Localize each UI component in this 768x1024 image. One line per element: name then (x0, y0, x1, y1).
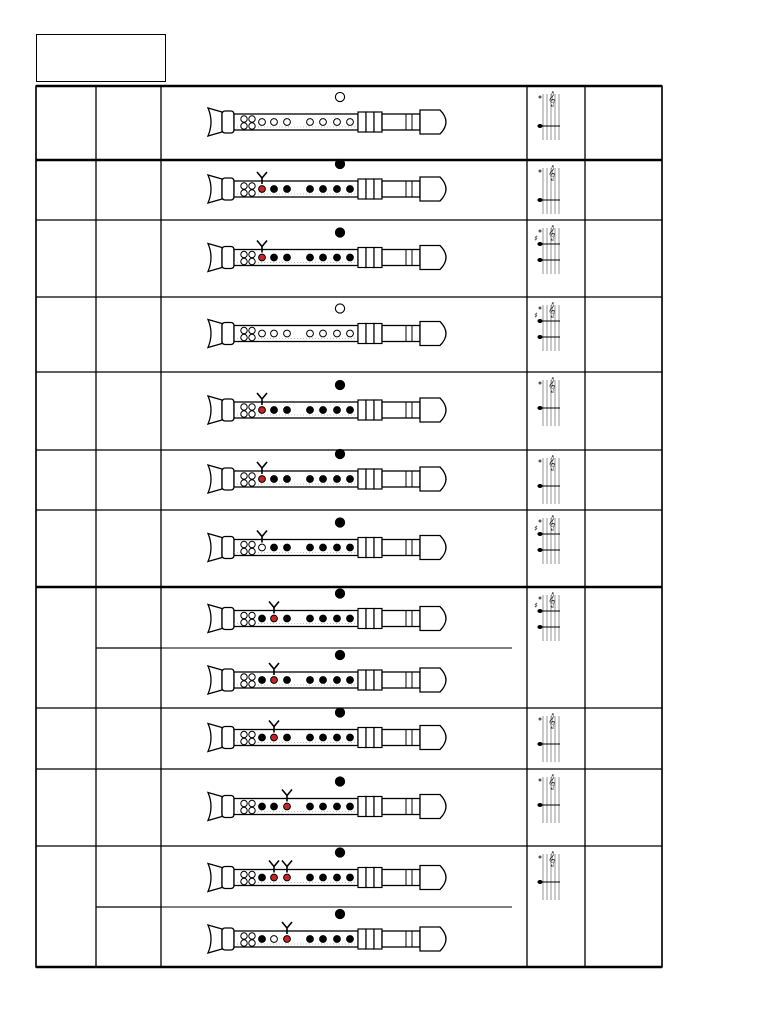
hole (249, 473, 255, 479)
hole (249, 411, 255, 417)
recorder-foot (222, 928, 234, 950)
treble-clef-icon: 𝄞 (548, 92, 556, 107)
finger-hole (259, 330, 266, 337)
recorder-mouthpiece (420, 467, 446, 491)
recorder-diagram (208, 777, 446, 821)
clef-dot (539, 718, 542, 721)
staff-snippet (537, 166, 560, 214)
hole (249, 731, 255, 737)
recorder-diagram (208, 228, 446, 272)
recorder-joint (358, 469, 366, 489)
recorder-bell (208, 175, 222, 203)
recorder-head (382, 181, 420, 197)
recorder-head (382, 540, 420, 556)
finger-hole (284, 476, 291, 483)
recorder-joint (366, 868, 374, 888)
hole (249, 674, 255, 680)
recorder-joint (358, 112, 366, 132)
finger-hole (320, 936, 327, 943)
table-border (36, 86, 662, 967)
hole (241, 933, 247, 939)
thumb-hole (335, 228, 344, 237)
hole (249, 123, 255, 129)
staff-snippet (537, 92, 560, 140)
recorder-diagram (208, 92, 446, 136)
recorder-mouthpiece (420, 668, 446, 692)
recorder-diagram (208, 650, 446, 694)
recorder-mouthpiece (420, 927, 446, 951)
recorder-bell (208, 666, 222, 694)
finger-hole (259, 476, 266, 483)
staff-snippet (537, 456, 560, 504)
staff-snippet (534, 303, 560, 351)
finger-hole (284, 936, 291, 943)
thumb-hole (335, 650, 344, 659)
treble-clef-icon: 𝄞 (548, 378, 556, 393)
hole (241, 473, 247, 479)
staff-snippet (534, 516, 560, 564)
finger-hole (334, 254, 341, 261)
staff-snippet (537, 775, 560, 823)
thumb-hole (335, 518, 344, 527)
recorder-joint (366, 112, 374, 132)
clef-dot (539, 779, 542, 782)
finger-hole (347, 476, 354, 483)
recorder-foot (222, 727, 234, 749)
recorder-joint (366, 248, 374, 268)
recorder-diagram (208, 518, 446, 562)
recorder-head (382, 672, 420, 688)
hole (249, 800, 255, 806)
finger-hole (284, 874, 291, 881)
finger-hole (307, 544, 314, 551)
finger-hole (307, 254, 314, 261)
recorder-head (382, 326, 420, 342)
hole (241, 327, 247, 333)
hole (249, 480, 255, 486)
recorder-diagram (208, 159, 446, 203)
hole (249, 738, 255, 744)
finger-hole (271, 615, 278, 622)
finger-hole (320, 803, 327, 810)
recorder-joint (374, 670, 382, 690)
thumb-hole (335, 304, 344, 313)
hole (241, 258, 247, 264)
treble-clef-icon: 𝄞 (548, 714, 556, 729)
finger-hole (271, 407, 278, 414)
recorder-foot (222, 796, 234, 818)
hole (249, 619, 255, 625)
recorder-mouthpiece (420, 322, 446, 346)
hole (241, 480, 247, 486)
finger-hole (347, 677, 354, 684)
finger-hole (307, 874, 314, 881)
finger-hole (334, 186, 341, 193)
finger-hole (334, 330, 341, 337)
clef-dot (539, 307, 542, 310)
finger-hole (307, 119, 314, 126)
recorder-bell (208, 396, 222, 424)
finger-hole (307, 330, 314, 337)
recorder-bell (208, 925, 222, 953)
staff-snippet (537, 852, 560, 900)
recorder-joint (358, 179, 366, 199)
recorder-mouthpiece (420, 177, 446, 201)
recorder-joint (374, 248, 382, 268)
hole (249, 190, 255, 196)
recorder-joint (358, 929, 366, 949)
finger-hole (307, 803, 314, 810)
finger-hole (334, 874, 341, 881)
thumb-hole (335, 159, 344, 168)
hole (241, 800, 247, 806)
recorder-bell (208, 534, 222, 562)
hole (241, 183, 247, 189)
finger-hole (259, 186, 266, 193)
finger-hole (334, 615, 341, 622)
finger-hole (271, 677, 278, 684)
finger-hole (334, 407, 341, 414)
finger-hole (307, 936, 314, 943)
recorder-mouthpiece (420, 398, 446, 422)
recorder-bell (208, 793, 222, 821)
hole (241, 738, 247, 744)
finger-hole (347, 615, 354, 622)
finger-hole (347, 186, 354, 193)
treble-clef-icon: 𝄞 (548, 456, 556, 471)
thumb-hole (335, 380, 344, 389)
thumb-hole (335, 449, 344, 458)
recorder-bell (208, 724, 222, 752)
recorder-joint (366, 179, 374, 199)
finger-hole (259, 803, 266, 810)
hole (249, 871, 255, 877)
thumb-hole (335, 589, 344, 598)
finger-hole (320, 407, 327, 414)
recorder-joint (366, 400, 374, 420)
hole (249, 258, 255, 264)
clef-dot (539, 96, 542, 99)
hole (249, 404, 255, 410)
recorder-head (382, 870, 420, 886)
treble-clef-icon: 𝄞 (548, 593, 556, 608)
hole (241, 674, 247, 680)
finger-hole (347, 254, 354, 261)
hole (241, 251, 247, 257)
finger-hole (307, 186, 314, 193)
finger-hole (347, 330, 354, 337)
hole (241, 116, 247, 122)
hole (241, 619, 247, 625)
recorder-mouthpiece (420, 726, 446, 750)
finger-hole (307, 734, 314, 741)
recorder-joint (358, 609, 366, 629)
hole (249, 334, 255, 340)
finger-hole (284, 407, 291, 414)
staff-snippet (537, 378, 560, 426)
finger-hole (320, 186, 327, 193)
recorder-head (382, 730, 420, 746)
recorder-bell (208, 605, 222, 633)
recorder-joint (358, 670, 366, 690)
sharp-icon: ♯ (534, 311, 538, 320)
finger-hole (320, 476, 327, 483)
hole (241, 878, 247, 884)
clef-dot (539, 382, 542, 385)
recorder-joint (366, 797, 374, 817)
finger-hole (259, 615, 266, 622)
finger-hole (334, 677, 341, 684)
finger-hole (320, 254, 327, 261)
sharp-icon: ♯ (534, 601, 538, 610)
finger-hole (271, 734, 278, 741)
recorder-diagram (208, 304, 446, 348)
finger-hole (334, 936, 341, 943)
recorder-mouthpiece (420, 795, 446, 819)
hole (241, 681, 247, 687)
recorder-diagram (208, 909, 446, 953)
treble-clef-icon: 𝄞 (548, 775, 556, 790)
hole (249, 612, 255, 618)
recorder-foot (222, 111, 234, 133)
hole (241, 334, 247, 340)
hole (249, 940, 255, 946)
finger-hole (307, 476, 314, 483)
staff-snippet (534, 226, 560, 274)
recorder-head (382, 114, 420, 130)
recorder-diagram (208, 848, 446, 892)
recorder-joint (358, 400, 366, 420)
finger-hole (259, 119, 266, 126)
staff-snippet (537, 714, 560, 762)
finger-hole (259, 544, 266, 551)
recorder-bell (208, 108, 222, 136)
hole (249, 807, 255, 813)
clef-dot (539, 460, 542, 463)
hole (241, 548, 247, 554)
recorder-mouthpiece (420, 536, 446, 560)
finger-hole (259, 677, 266, 684)
finger-hole (307, 407, 314, 414)
finger-hole (284, 254, 291, 261)
hole (241, 190, 247, 196)
recorder-joint (374, 728, 382, 748)
recorder-joint (374, 929, 382, 949)
clef-dot (539, 170, 542, 173)
treble-clef-icon: 𝄞 (548, 303, 556, 318)
recorder-bell (208, 465, 222, 493)
recorder-bell (208, 864, 222, 892)
finger-hole (334, 119, 341, 126)
recorder-joint (366, 324, 374, 344)
recorder-joint (366, 469, 374, 489)
recorder-foot (222, 247, 234, 269)
hole (241, 807, 247, 813)
recorder-head (382, 402, 420, 418)
finger-hole (271, 119, 278, 126)
recorder-mouthpiece (420, 110, 446, 134)
hole (249, 183, 255, 189)
recorder-joint (374, 797, 382, 817)
treble-clef-icon: 𝄞 (548, 166, 556, 181)
finger-hole (271, 803, 278, 810)
finger-hole (271, 186, 278, 193)
recorder-joint (374, 324, 382, 344)
finger-hole (284, 119, 291, 126)
recorder-joint (358, 797, 366, 817)
sharp-icon: ♯ (534, 234, 538, 243)
hole (249, 251, 255, 257)
recorder-diagram (208, 449, 446, 493)
recorder-joint (366, 929, 374, 949)
recorder-joint (374, 538, 382, 558)
finger-hole (284, 677, 291, 684)
finger-hole (307, 677, 314, 684)
finger-hole (334, 803, 341, 810)
clef-dot (539, 597, 542, 600)
thumb-hole (335, 777, 344, 786)
finger-hole (271, 874, 278, 881)
recorder-joint (374, 868, 382, 888)
recorder-head (382, 799, 420, 815)
finger-hole (347, 936, 354, 943)
finger-hole (259, 874, 266, 881)
treble-clef-icon: 𝄞 (548, 852, 556, 867)
recorder-joint (374, 400, 382, 420)
finger-hole (320, 330, 327, 337)
hole (249, 116, 255, 122)
finger-hole (347, 407, 354, 414)
finger-hole (284, 734, 291, 741)
recorder-mouthpiece (420, 607, 446, 631)
recorder-head (382, 250, 420, 266)
recorder-head (382, 931, 420, 947)
recorder-foot (222, 178, 234, 200)
finger-hole (271, 330, 278, 337)
finger-hole (307, 615, 314, 622)
hole (241, 541, 247, 547)
hole (249, 548, 255, 554)
recorder-foot (222, 468, 234, 490)
finger-hole (320, 119, 327, 126)
finger-hole (320, 874, 327, 881)
clef-dot (539, 856, 542, 859)
finger-hole (284, 330, 291, 337)
recorder-foot (222, 608, 234, 630)
recorder-joint (374, 112, 382, 132)
hole (249, 878, 255, 884)
recorder-diagram (208, 708, 446, 752)
thumb-hole (335, 848, 344, 857)
treble-clef-icon: 𝄞 (548, 516, 556, 531)
recorder-joint (358, 324, 366, 344)
recorder-joint (366, 670, 374, 690)
finger-hole (347, 734, 354, 741)
finger-hole (347, 119, 354, 126)
recorder-diagram (208, 589, 446, 633)
finger-hole (259, 734, 266, 741)
finger-hole (284, 615, 291, 622)
finger-hole (259, 407, 266, 414)
recorder-bell (208, 244, 222, 272)
recorder-head (382, 611, 420, 627)
finger-hole (320, 544, 327, 551)
treble-clef-icon: 𝄞 (548, 226, 556, 241)
staff-snippet (534, 593, 560, 641)
finger-hole (320, 615, 327, 622)
hole (249, 541, 255, 547)
finger-hole (284, 544, 291, 551)
finger-hole (320, 734, 327, 741)
finger-hole (347, 874, 354, 881)
hole (241, 404, 247, 410)
recorder-joint (374, 609, 382, 629)
finger-hole (347, 544, 354, 551)
sharp-icon: ♯ (534, 524, 538, 533)
recorder-foot (222, 537, 234, 559)
recorder-joint (358, 538, 366, 558)
hole (241, 411, 247, 417)
finger-hole (334, 476, 341, 483)
hole (249, 327, 255, 333)
finger-hole (347, 803, 354, 810)
recorder-joint (374, 469, 382, 489)
recorder-joint (358, 868, 366, 888)
finger-hole (259, 936, 266, 943)
finger-hole (271, 544, 278, 551)
recorder-joint (374, 179, 382, 199)
hole (249, 933, 255, 939)
recorder-diagram (208, 380, 446, 424)
thumb-hole (335, 708, 344, 717)
recorder-joint (366, 728, 374, 748)
finger-hole (271, 254, 278, 261)
finger-hole (284, 186, 291, 193)
recorder-foot (222, 323, 234, 345)
thumb-hole (335, 909, 344, 918)
finger-hole (334, 734, 341, 741)
recorder-bell (208, 320, 222, 348)
recorder-joint (366, 538, 374, 558)
hole (241, 123, 247, 129)
recorder-head (382, 471, 420, 487)
finger-hole (320, 677, 327, 684)
recorder-joint (358, 728, 366, 748)
hole (241, 731, 247, 737)
hole (249, 681, 255, 687)
hole (241, 940, 247, 946)
recorder-mouthpiece (420, 246, 446, 270)
recorder-foot (222, 669, 234, 691)
hole (241, 612, 247, 618)
recorder-foot (222, 867, 234, 889)
finger-hole (334, 544, 341, 551)
recorder-joint (358, 248, 366, 268)
finger-hole (271, 476, 278, 483)
recorder-foot (222, 399, 234, 421)
hole (241, 871, 247, 877)
finger-hole (284, 803, 291, 810)
recorder-mouthpiece (420, 866, 446, 890)
clef-dot (539, 520, 542, 523)
clef-dot (539, 230, 542, 233)
finger-hole (259, 254, 266, 261)
recorder-joint (366, 609, 374, 629)
finger-hole (271, 936, 278, 943)
thumb-hole (335, 92, 344, 101)
